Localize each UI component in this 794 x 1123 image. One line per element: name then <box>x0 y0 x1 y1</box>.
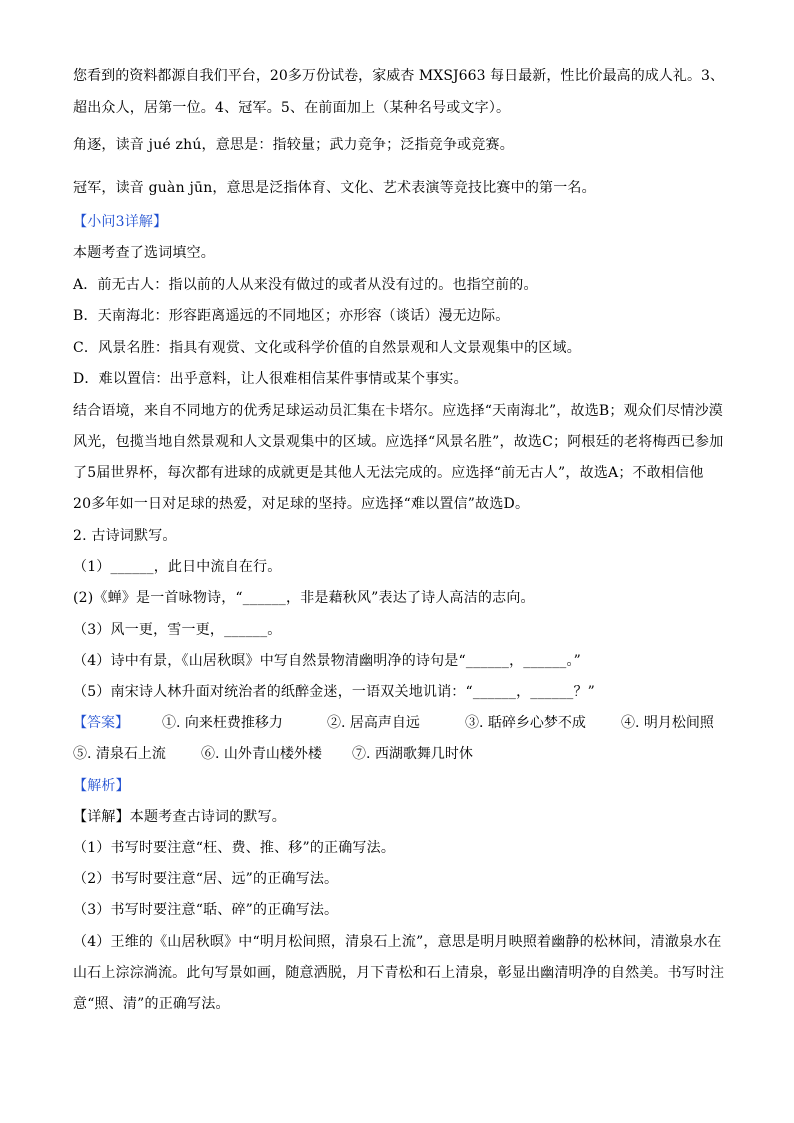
answer-item: ⑤. 清泉石上流 <box>73 746 166 762</box>
text-line: （4）王维的《山居秋暝》中“明月松间照，清泉石上流”，意思是明月映照着幽静的松林间，清澈泉水在 <box>73 934 722 950</box>
text-line: 意“照、清”的正确写法。 <box>73 996 230 1012</box>
text-line: （3）书写时要注意“聒、碎”的正确写法。 <box>73 902 339 918</box>
text-line: 超出众人，居第一位。4、冠军。5、在前面加上（某种名号或文字）。 <box>73 100 511 116</box>
text-line: 您看到的资料都源自我们平台，20多万份试卷，家威杏 MXSJ663 每日最新，性比价最高的成人礼。3、 <box>73 68 725 84</box>
question-title: 2. 古诗词默写。 <box>73 528 177 544</box>
answer-item: ①. 向来枉费推移力 <box>162 715 283 731</box>
text-line: 角逐，读音 jué zhú，意思是：指较量；武力竞争；泛指竞争或竞赛。 <box>73 137 514 153</box>
text-line: （2）书写时要注意“居、远”的正确写法。 <box>73 871 339 887</box>
answer-item: ④. 明月松间照 <box>621 715 714 731</box>
answer-label: 【答案】 <box>73 715 129 731</box>
section-heading: 【小问3详解】 <box>73 214 168 230</box>
text-line: 了5届世界杯，每次都有进球的成就更是其他人无法完成的。应选择“前无古人”，故选A；不敢相信他 <box>73 465 704 481</box>
analysis-heading: 【解析】 <box>73 778 130 794</box>
text-line: 风光，包揽当地自然景观和人文景观集中的区域。应选择“风景名胜”，故选C；阿根廷的老将梅西已参加 <box>73 434 724 450</box>
answer-item: ③. 聒碎乡心梦不成 <box>465 715 586 731</box>
question-item: （1）______，此日中流自在行。 <box>73 559 282 575</box>
text-line: 20多年如一日对足球的热爱，对足球的坚持。应选择“难以置信”故选D。 <box>73 496 530 512</box>
question-item: (2)《蝉》是一首咏物诗，“______，非是藉秋风”表达了诗人高洁的志向。 <box>73 590 535 606</box>
question-item: （4）诗中有景，《山居秋暝》中写自然景物清幽明净的诗句是“______，______。” <box>73 653 582 669</box>
text-line: 冠军，读音 guàn jūn，意思是泛指体育、文化、艺术表演等竞技比赛中的第一名。 <box>73 180 596 196</box>
text-line: 【详解】本题考查古诗词的默写。 <box>73 809 286 825</box>
text-line: （1）书写时要注意“枉、费、推、移”的正确写法。 <box>73 840 396 856</box>
option-d: D．难以置信：出乎意料，让人很难相信某件事情或某个事实。 <box>73 371 468 387</box>
text-line: 本题考查了选词填空。 <box>73 245 215 261</box>
text-line: 山石上淙淙淌流。此句写景如画，随意洒脱，月下青松和石上清泉，彰显出幽清明净的自然美。书写时注 <box>73 965 725 981</box>
question-item: （3）风一更，雪一更，______。 <box>73 622 282 638</box>
answer-item: ⑦. 西湖歌舞几时休 <box>352 746 473 762</box>
answer-item: ⑥. 山外青山楼外楼 <box>201 746 322 762</box>
option-b: B．天南海北：形容距离遥远的不同地区；亦形容（谈话）漫无边际。 <box>73 308 510 324</box>
answer-item: ②. 居高声自远 <box>327 715 420 731</box>
option-c: C．风景名胜：指具有观赏、文化或科学价值的自然景观和人文景观集中的区域。 <box>73 340 581 356</box>
text-line: 结合语境，来自不同地方的优秀足球运动员汇集在卡塔尔。应选择“天南海北”，故选B；观众们尽情沙漠 <box>73 403 723 419</box>
option-a: A．前无古人：指以前的人从来没有做过的或者从没有过的。也指空前的。 <box>73 277 538 293</box>
question-item: （5）南宋诗人林升面对统治者的纸醉金迷，一语双关地讥诮：“______，______？” <box>73 684 596 700</box>
